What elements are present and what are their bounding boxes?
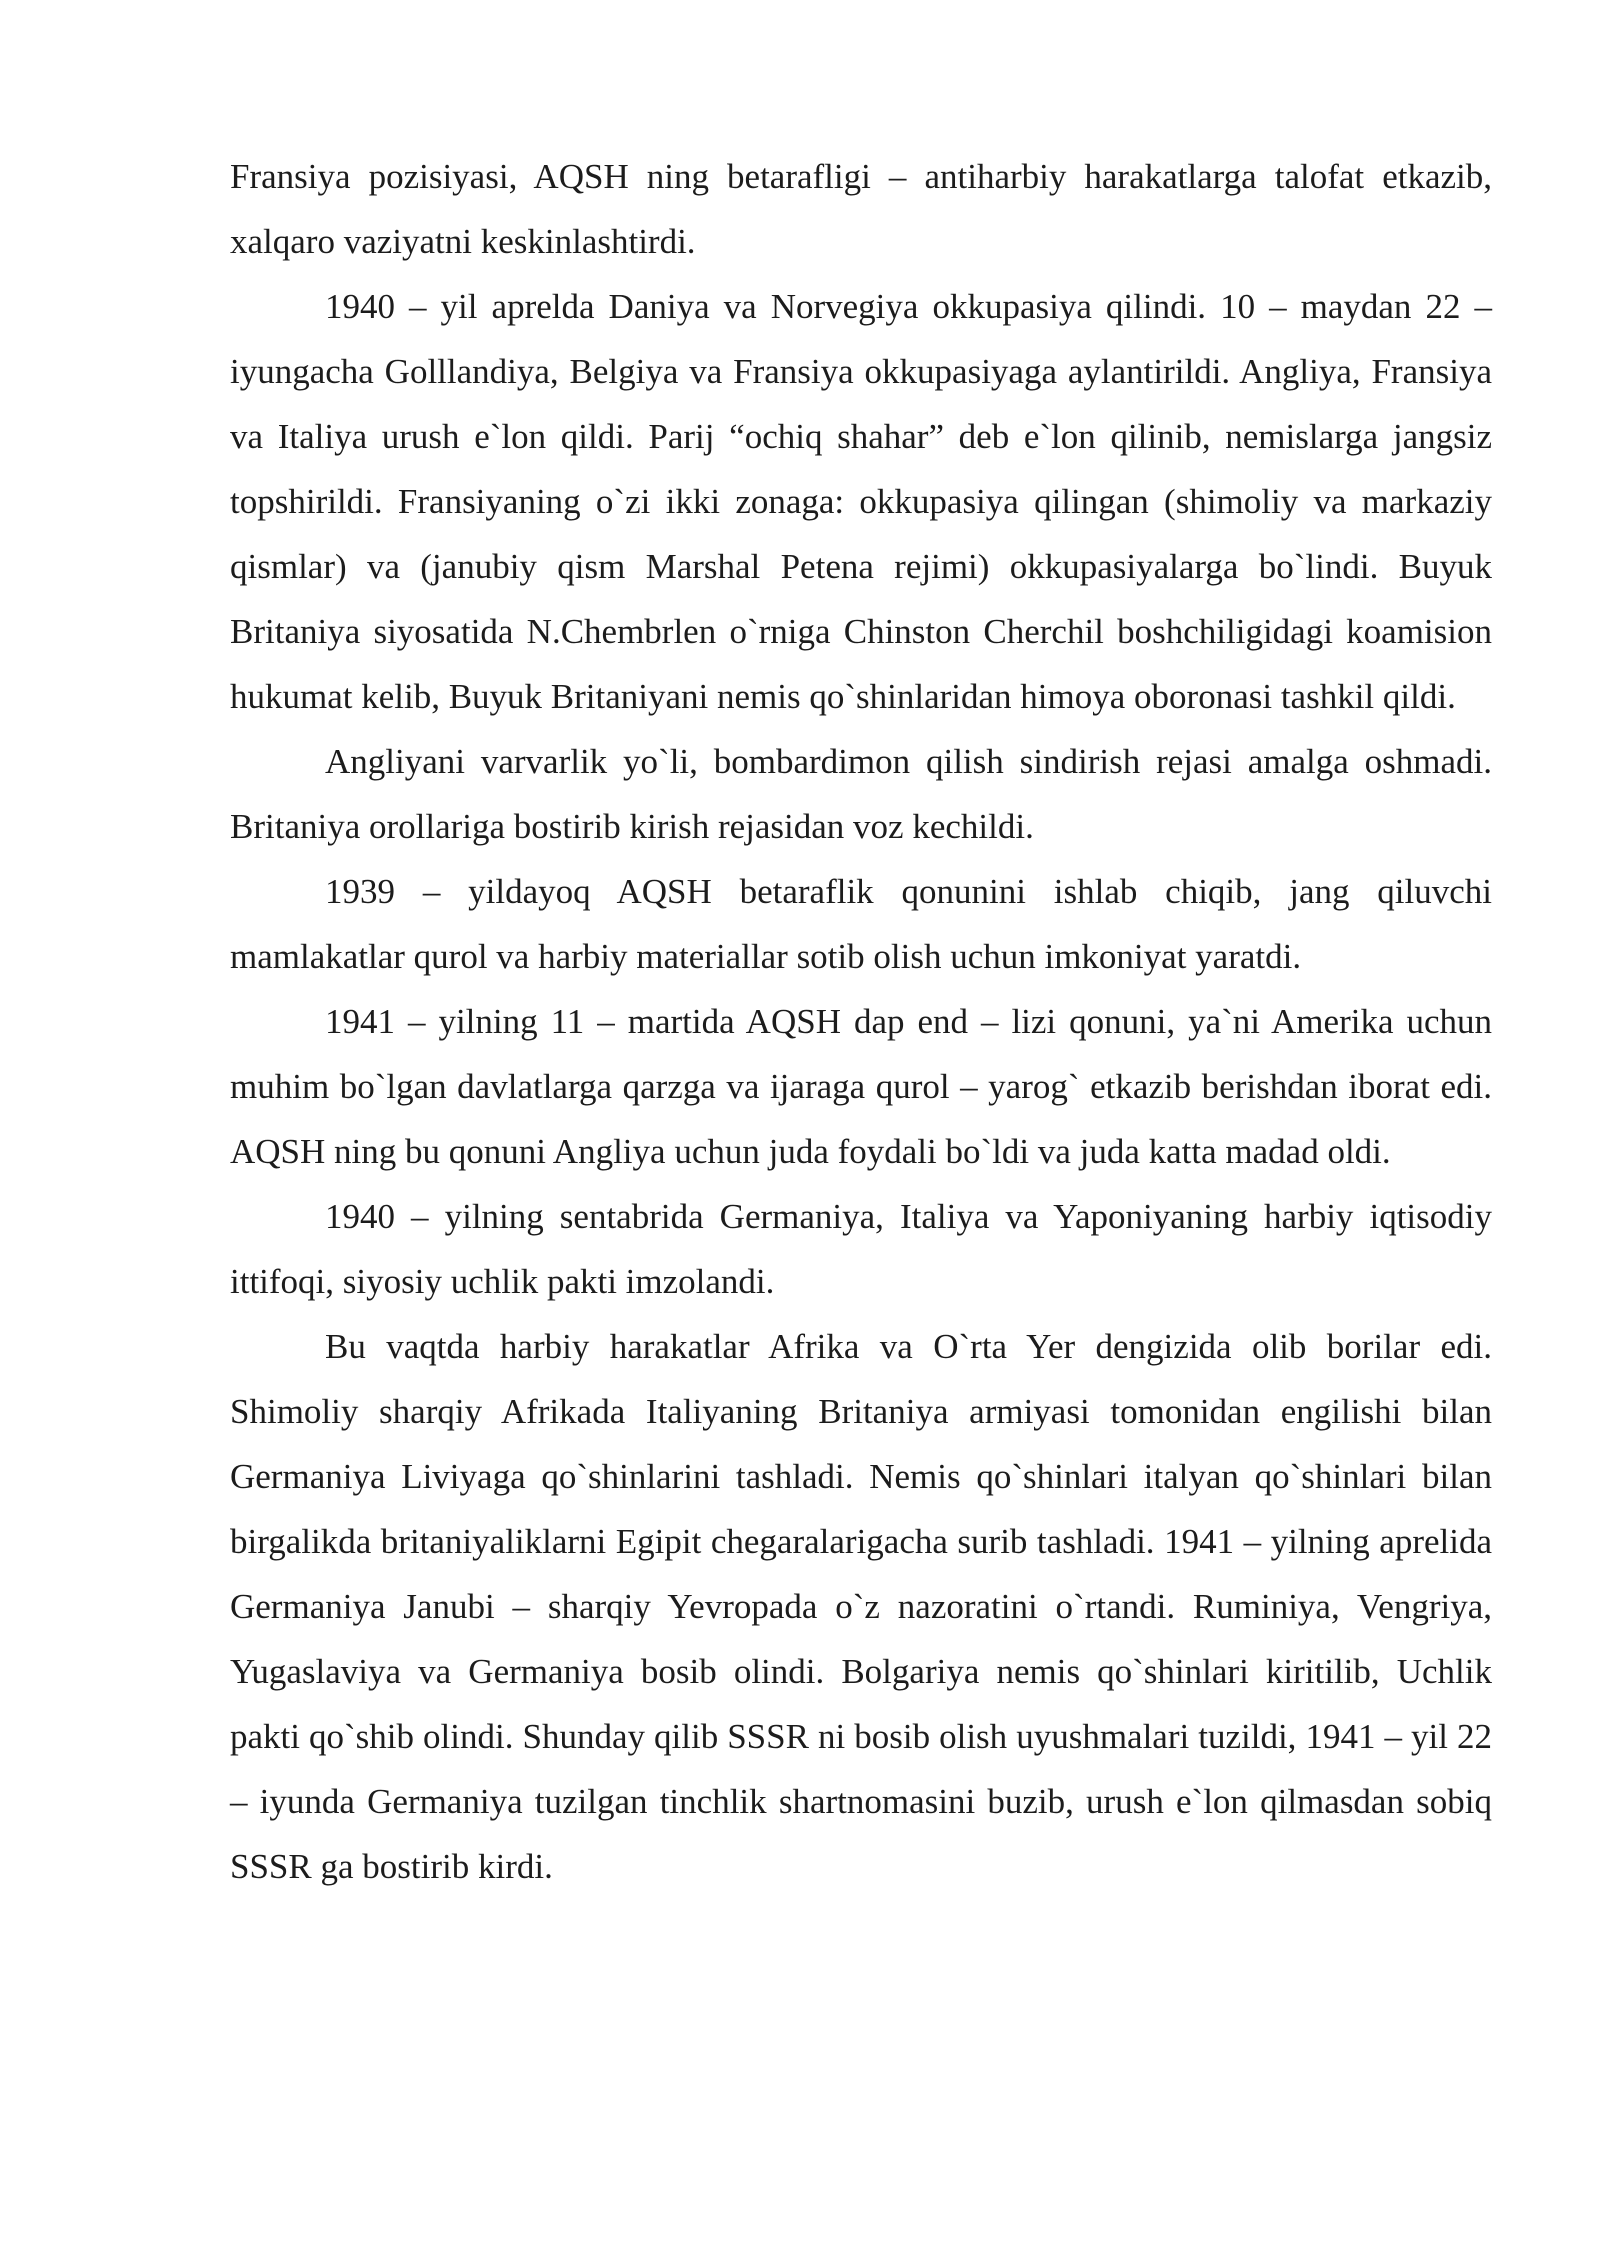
paragraph-occupation-1940: 1940 – yil aprelda Daniya va Norvegiya okkupasiya qilindi. 10 – maydan 22 – iyungacha Golllandiya, Belgiya va Fransiya okkupasiyaga aylantirildi. Angliya, Fransiya va Italiya urush e`lon qildi. Parij “ochiq shahar” deb e`lon qilinib, nemislarga jangsiz topshirildi. Fransiyaning o`zi ikki zonaga: okkupasiya qilingan (shimoliy va markaziy qismlar) va (janubiy qism Marshal Petena rejimi) okkupasiyalarga bo`lindi. Buyuk Britaniya siyosatida N.Chembrlen o`rniga Chinston Cherchil boshchiligidagi koamision hukumat kelib, Buyuk Britaniyani nemis qo`shinlaridan himoya oboronasi tashkil qildi. — [230, 287, 1492, 716]
paragraph-africa-balkans: Bu vaqtda harbiy harakatlar Afrika va O`rta Yer dengizida olib borilar edi. Shimoliy sharqiy Afrikada Italiyaning Britaniya armiyasi tomonidan engilishi bilan Germaniya Liviyaga qo`shinlarini tashladi. Nemis qo`shinlari italyan qo`shinlari bilan birgalikda britaniyaliklarni Egipit chegaralarigacha surib tashladi. 1941 – yilning aprelida Germaniya Janubi – sharqiy Yevropada o`z nazoratini o`rtandi. Ruminiya, Vengriya, Yugaslaviya va Germaniya bosib olindi. Bolgariya nemis qo`shinlari kiritilib, Uchlik pakti qo`shib olindi. Shunday qilib SSSR ni bosib olish uyushmalari tuzildi, 1941 – yil 22 – iyunda Germaniya tuzilgan tinchlik shartnomasini buzib, urush e`lon qilmasdan sobiq SSSR ga bostirib kirdi. — [230, 1327, 1492, 1886]
paragraph-continuation: Fransiya pozisiyasi, AQSH ning betarafligi – antiharbiy harakatlarga talofat etkazib, xalqaro vaziyatni keskinlashtirdi. — [230, 157, 1492, 261]
paragraph-tripartite-pact: 1940 – yilning sentabrida Germaniya, Italiya va Yaponiyaning harbiy iqtisodiy ittifoqi, siyosiy uchlik pakti imzolandi. — [230, 1197, 1492, 1301]
document-page — [230, 144, 1492, 1899]
paragraph-lend-lease-1941: 1941 – yilning 11 – martida AQSH dap end – lizi qonuni, ya`ni Amerika uchun muhim bo`lgan davlatlarga qarzga va ijaraga qurol – yarog` etkazib berishdan iborat edi. AQSH ning bu qonuni Angliya uchun juda foydali bo`ldi va juda katta madad oldi. — [230, 1002, 1492, 1171]
paragraph-neutrality-law-1939: 1939 – yildayoq AQSH betaraflik qonunini ishlab chiqib, jang qiluvchi mamlakatlar qurol va harbiy materiallar sotib olish uchun imkoniyat yaratdi. — [230, 872, 1492, 976]
paragraph-britain-defense: Angliyani varvarlik yo`li, bombardimon qilish sindirish rejasi amalga oshmadi. Britaniya orollariga bostirib kirish rejasidan voz kechildi. — [230, 742, 1492, 846]
